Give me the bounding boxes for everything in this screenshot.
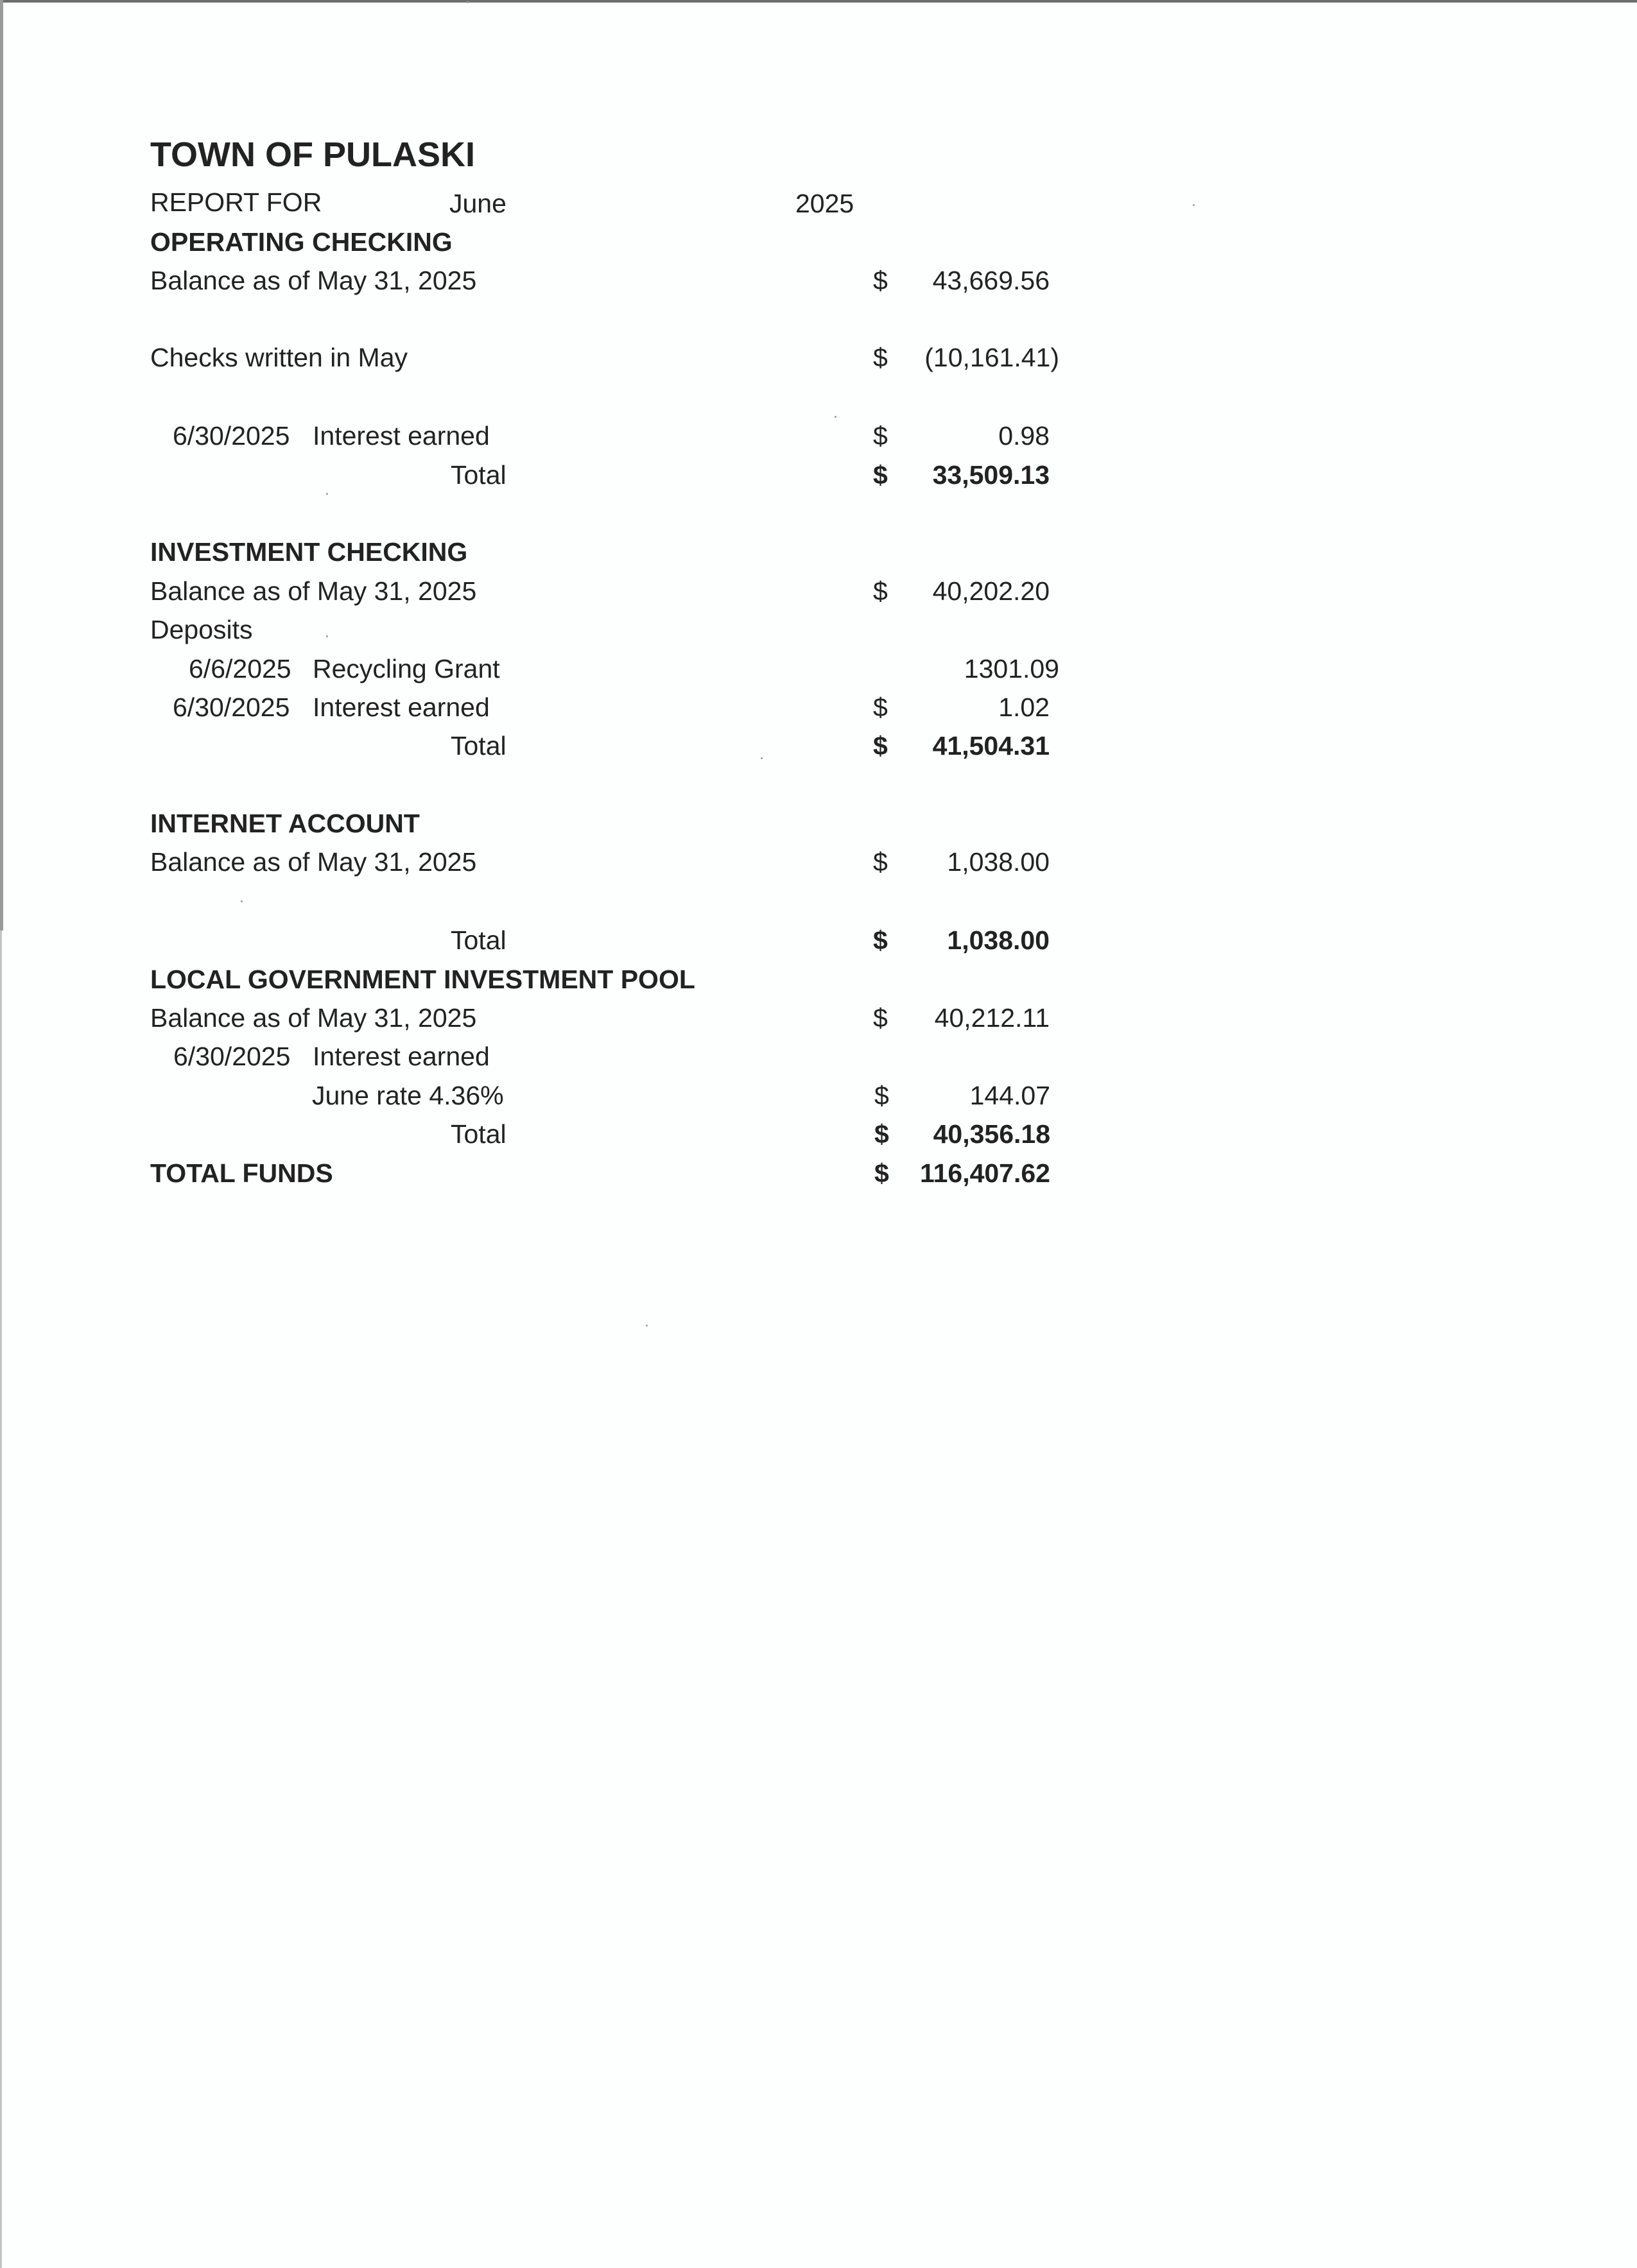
operating-checks-currency: $ [873, 343, 888, 372]
scan-top-edge [0, 0, 1637, 3]
scan-speck [761, 757, 763, 759]
lgip-balance-label: Balance as of May 31, 2025 [150, 1003, 477, 1033]
investment-balance-currency: $ [873, 576, 888, 606]
investment-interest-currency: $ [873, 692, 888, 722]
lgip-total-value: 40,356.18 [933, 1119, 1050, 1149]
internet-total-value: 1,038.00 [947, 925, 1050, 955]
scan-left-edge-lower [0, 931, 2, 2268]
operating-interest-currency: $ [873, 421, 888, 451]
investment-interest-value: 1.02 [998, 692, 1050, 722]
total-funds-value: 116,407.62 [920, 1158, 1050, 1188]
lgip-rate-label: June rate 4.36% [312, 1081, 504, 1110]
investment-interest-date: 6/30/2025 [173, 692, 290, 722]
scan-speck [326, 493, 328, 495]
operating-checks-value: (10,161.41) [924, 343, 1059, 372]
scan-left-edge [0, 0, 3, 931]
internet-balance-currency: $ [873, 847, 888, 877]
scan-speck [1193, 204, 1195, 206]
investment-grant-value: 1301.09 [964, 654, 1059, 683]
total-funds-label: TOTAL FUNDS [150, 1158, 333, 1188]
lgip-rate-value: 144.07 [969, 1081, 1050, 1110]
investment-grant-label: Recycling Grant [313, 654, 500, 683]
lgip-rate-currency: $ [874, 1081, 889, 1110]
lgip-total-currency: $ [874, 1119, 889, 1149]
internet-total-label: Total [451, 925, 507, 955]
operating-balance-label: Balance as of May 31, 2025 [150, 266, 477, 295]
operating-checks-label: Checks written in May [150, 343, 408, 372]
investment-total-label: Total [451, 731, 507, 760]
investment-total-value: 41,504.31 [932, 731, 1050, 760]
operating-interest-date: 6/30/2025 [173, 421, 290, 451]
investment-balance-label: Balance as of May 31, 2025 [150, 576, 477, 606]
internet-balance-label: Balance as of May 31, 2025 [150, 847, 477, 877]
operating-total-value: 33,509.13 [932, 460, 1050, 490]
scan-speck [835, 416, 836, 418]
scan-speck [241, 900, 243, 902]
report-year: 2025 [795, 189, 854, 218]
total-funds-currency: $ [874, 1158, 889, 1188]
investment-total-currency: $ [873, 731, 888, 760]
report-for-label: REPORT FOR [150, 187, 322, 217]
investment-grant-date: 6/6/2025 [189, 654, 291, 683]
operating-total-label: Total [451, 460, 507, 490]
lgip-interest-label: Interest earned [313, 1042, 490, 1071]
investment-interest-label: Interest earned [313, 692, 490, 722]
investment-heading: INVESTMENT CHECKING [150, 537, 468, 567]
investment-deposits-label: Deposits [150, 615, 253, 644]
lgip-total-label: Total [451, 1119, 507, 1149]
report-month: June [449, 189, 507, 218]
lgip-interest-date: 6/30/2025 [173, 1042, 291, 1071]
operating-balance-value: 43,669.56 [932, 266, 1050, 295]
operating-total-currency: $ [873, 460, 888, 490]
operating-balance-currency: $ [873, 266, 888, 295]
operating-interest-value: 0.98 [998, 421, 1050, 451]
town-title: TOWN OF PULASKI [150, 135, 475, 174]
investment-balance-value: 40,202.20 [932, 576, 1050, 606]
operating-interest-label: Interest earned [313, 421, 490, 451]
scan-speck [467, 1, 469, 3]
lgip-heading: LOCAL GOVERNMENT INVESTMENT POOL [150, 965, 695, 994]
scan-speck [646, 1325, 648, 1327]
internet-heading: INTERNET ACCOUNT [150, 809, 420, 838]
operating-heading: OPERATING CHECKING [150, 227, 453, 257]
lgip-balance-value: 40,212.11 [934, 1003, 1050, 1033]
internet-total-currency: $ [873, 925, 888, 955]
internet-balance-value: 1,038.00 [947, 847, 1050, 877]
scan-speck [326, 635, 328, 637]
lgip-balance-currency: $ [873, 1003, 888, 1033]
